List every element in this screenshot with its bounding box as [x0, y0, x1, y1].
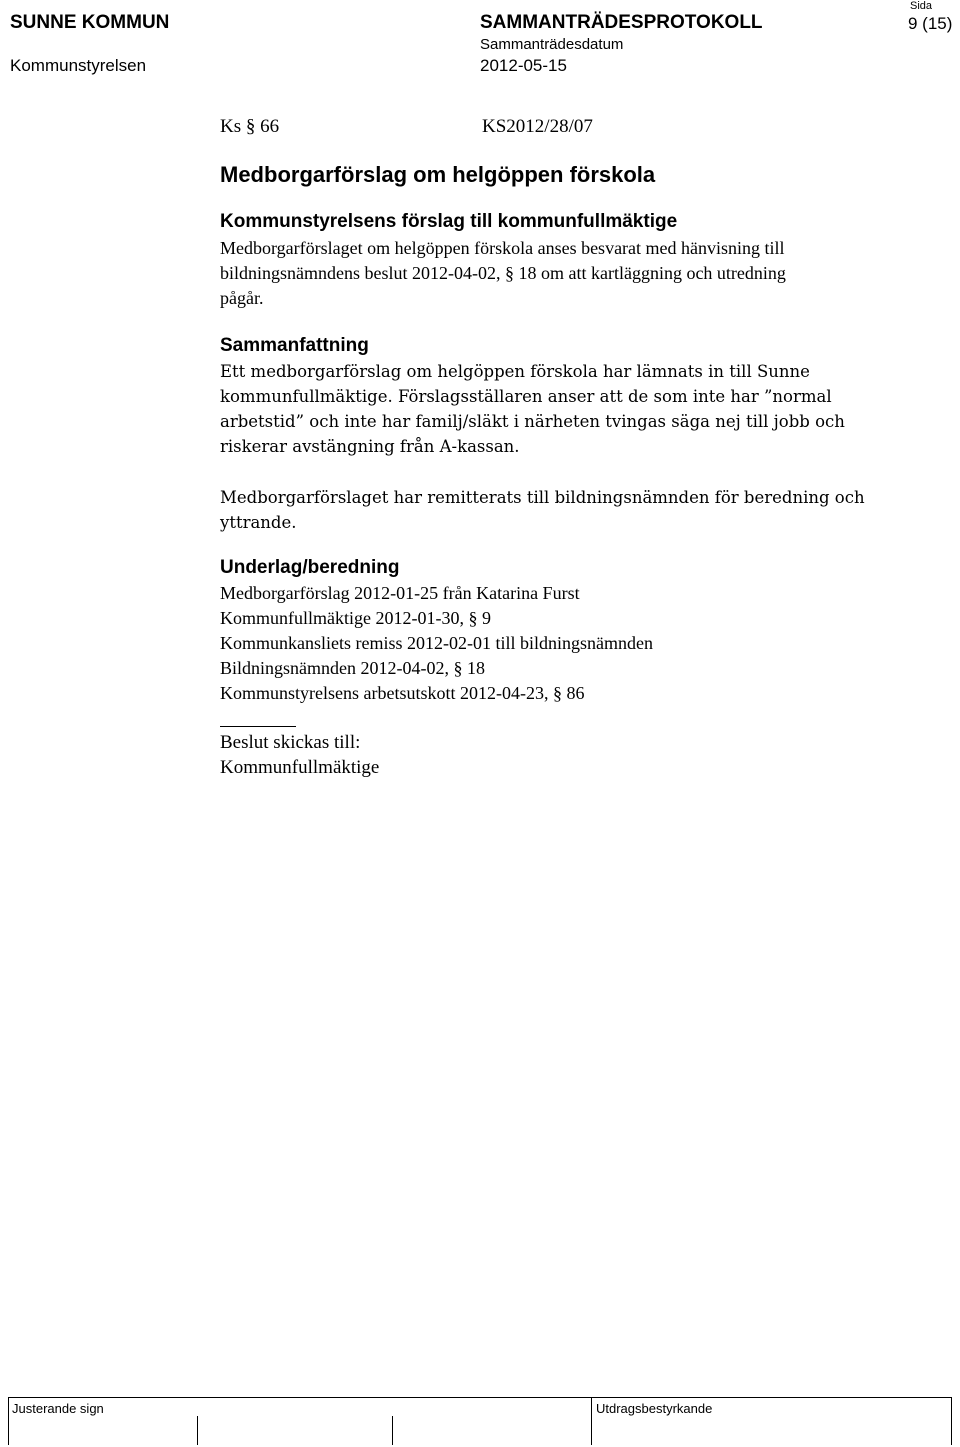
basis-item: Bildningsnämnden 2012-04-02, § 18: [220, 658, 485, 678]
footer-left-border: [8, 1397, 9, 1445]
summary-line: kommunfullmäktige. Förslagsställaren anser att de som inte har ”normal: [220, 387, 832, 406]
distribution-recipient: Kommunfullmäktige: [220, 757, 380, 778]
meeting-date: 2012-05-15: [480, 56, 567, 75]
meeting-date-label: Sammanträdesdatum: [480, 36, 624, 53]
basis-item: Kommunkansliets remiss 2012-02-01 till bildningsnämnden: [220, 633, 653, 653]
summary-line: riskerar avstängning från A-kassan.: [220, 437, 520, 456]
page-number: 9 (15): [908, 14, 953, 33]
sign-label: Justerande sign: [12, 1401, 104, 1416]
basis-item: Medborgarförslag 2012-01-25 från Katarina Furst: [220, 583, 580, 603]
proposal-text: [220, 236, 920, 311]
municipality-name: SUNNE KOMMUN: [10, 12, 170, 33]
basis-item: Kommunstyrelsens arbetsutskott 2012-04-23, § 86: [220, 683, 585, 703]
proposal-line: Medborgarförslaget om helgöppen förskola anses besvarat med hänvisning till: [220, 238, 785, 258]
distribution-label: Beslut skickas till:: [220, 732, 361, 753]
proposal-line: bildningsnämndens beslut 2012-04-02, § 18 om att kartläggning och utredning: [220, 263, 786, 283]
document-type: SAMMANTRÄDESPROTOKOLL: [480, 12, 763, 33]
summary-line: Medborgarförslaget har remitterats till bildningsnämnden för beredning och: [220, 488, 865, 507]
proposal-line: pågår.: [220, 288, 264, 308]
summary-heading: Sammanfattning: [220, 335, 369, 356]
separator-line: [220, 726, 296, 727]
diary-number: KS2012/28/07: [482, 116, 593, 137]
department-name: Kommunstyrelsen: [10, 56, 147, 75]
footer-right-border: [951, 1397, 952, 1445]
summary-line: Ett medborgarförslag om helgöppen förskola har lämnats in till Sunne: [220, 362, 810, 381]
basis-list: [220, 581, 920, 706]
basis-item: Kommunfullmäktige 2012-01-30, § 9: [220, 608, 491, 628]
sign-box-divider: [392, 1416, 393, 1445]
summary-line: arbetstid” och inte har familj/släkt i närheten tvingas säga nej till jobb och: [220, 412, 845, 431]
sign-box-divider: [197, 1416, 198, 1445]
footer-divider: [591, 1397, 592, 1445]
page-label: Sida: [910, 0, 933, 12]
summary-text: [220, 359, 920, 459]
case-number: Ks § 66: [220, 116, 280, 137]
footer-top-border: [8, 1397, 952, 1398]
case-title: Medborgarförslag om helgöppen förskola: [220, 162, 656, 187]
summary-line: yttrande.: [220, 513, 297, 532]
basis-heading: Underlag/beredning: [220, 557, 400, 578]
summary-text-2: [220, 485, 920, 535]
excerpt-label: Utdragsbestyrkande: [596, 1401, 713, 1416]
proposal-heading: Kommunstyrelsens förslag till kommunfullmäktige: [220, 211, 678, 232]
